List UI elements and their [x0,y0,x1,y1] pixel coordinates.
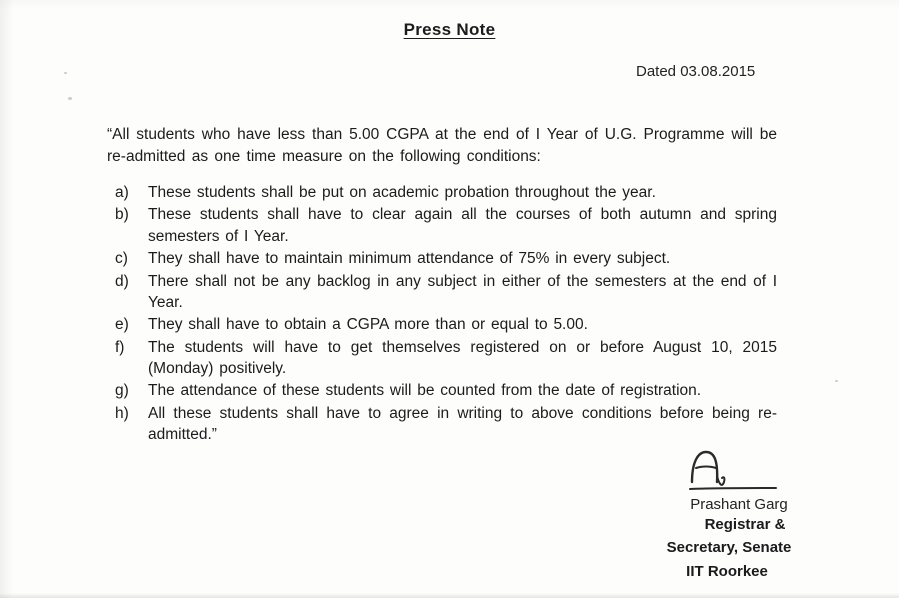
list-item [107,271,777,314]
list-item-text: These students shall be put on academic probation throughout the year. [148,184,656,201]
list-item-label: c) [115,250,128,268]
list-item-label: h) [115,404,129,422]
signatory-role-2: Secretary, Senate [666,539,792,557]
list-item-text: All these students shall have to agree in writing to above conditions before being re-admitted.” [148,404,777,444]
intro-paragraph: “All students who have less than 5.00 CGPA at the end of I Year of U.G. Programme will be re-admitted as one time measure on the following conditions: [107,126,777,165]
list-item [107,380,777,401]
list-item-label: g) [115,382,129,400]
signatory-name: Prashant Garg [690,496,788,513]
list-item-text: They shall have to obtain a CGPA more than or equal to 5.00. [148,316,588,334]
list-item [107,337,777,380]
list-item-text: The students will have to get themselves registered on or before August 10, 2015 (Monday) positively. [148,338,777,377]
date-line: Dated 03.08.2015 [636,63,756,80]
list-item-label: d) [115,272,129,290]
list-item-text: There shall not be any backlog in any subject in either of the semesters at the end of I Year. [148,272,777,311]
list-item [107,204,777,247]
handwritten-signature-icon [688,448,778,494]
list-item [107,248,777,269]
scan-speck [835,380,838,382]
list-item-label: b) [115,206,129,224]
document-body [107,124,777,447]
conditions-list [107,182,777,446]
document-title-text: Press Note [403,20,496,39]
document-title [0,20,899,40]
list-item [107,314,777,335]
signatory-role-1: Registrar & [704,516,786,533]
list-item-label: a) [115,184,129,201]
list-item-label: e) [115,316,129,334]
scan-speck [64,72,67,74]
list-item-text: They shall have to maintain minimum attendance of 75% in every subject. [148,250,671,268]
list-item-text: The attendance of these students will be counted from the date of registration. [148,382,702,400]
list-item-label: f) [115,338,125,356]
scan-speck [68,97,72,100]
signature-block [610,448,810,583]
scan-bottom-edge [0,593,899,598]
list-item [107,182,777,203]
list-item-text: These students shall have to clear again all the courses of both autumn and spring semesters of I Year. [148,206,777,245]
signatory-role-3: IIT Roorkee [686,562,768,580]
list-item [107,403,777,446]
